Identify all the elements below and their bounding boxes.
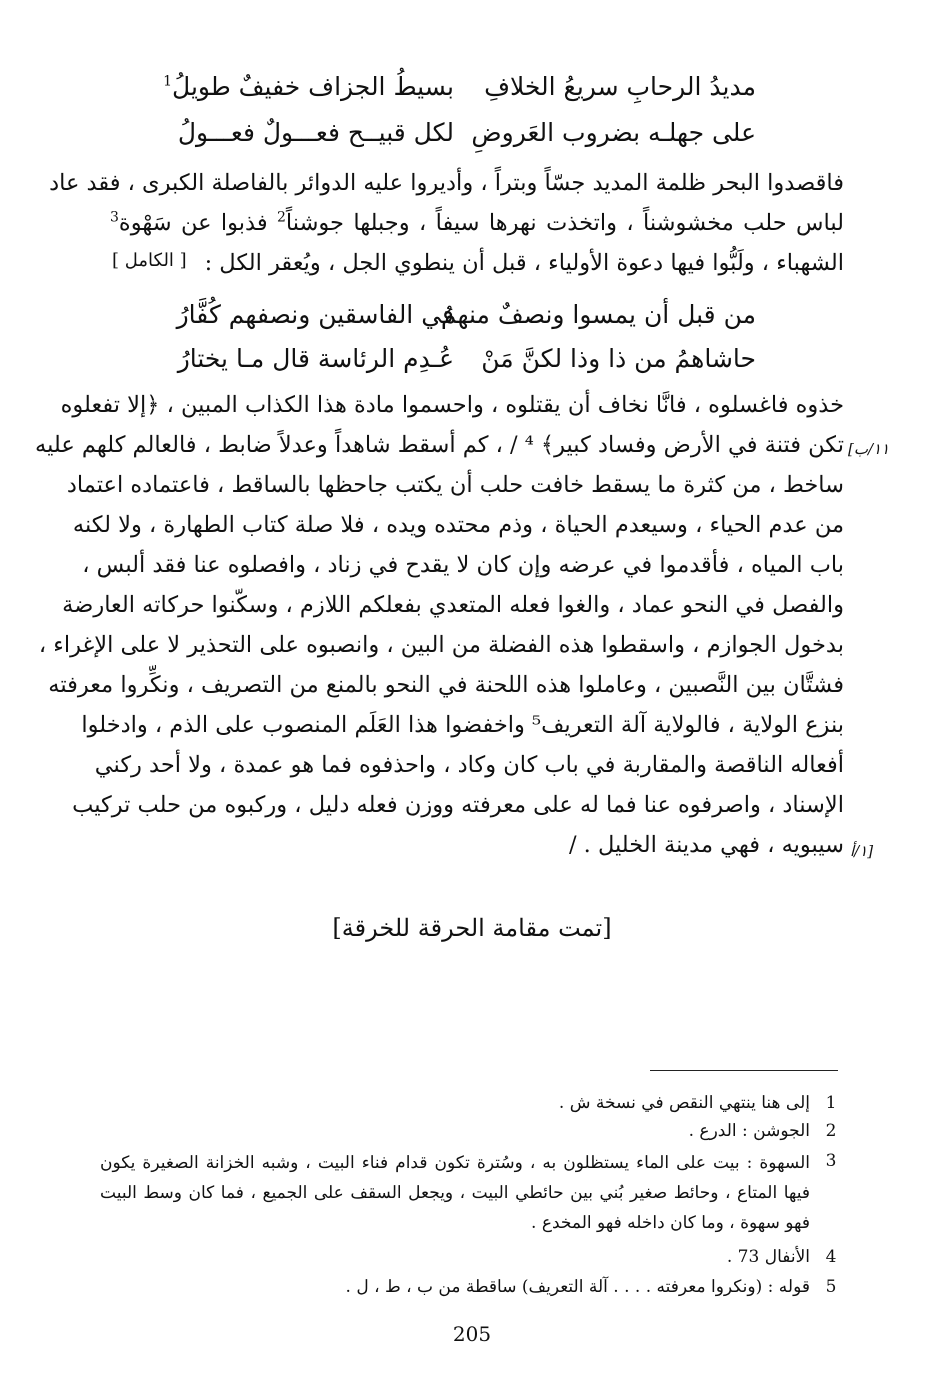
verse-4-right: حاشاهمُ من ذا وذا لكنَّ مَنْ — [481, 344, 756, 373]
prose-b-line-10: أفعاله الناقصة والمقاربة في باب كان وكاد ، واحذفوه فما هو عمدة ، ولا أحد ركني — [94, 752, 844, 778]
footnote-number: 3 — [825, 1151, 837, 1171]
prose-b-line-1: خذوه فاغسلوه ، فانَّا نخاف أن يقتلوه ، واحسموا مادة هذا الكذاب المبين ، ﴿إلا تفعلوه — [60, 392, 844, 418]
footnote-3 — [100, 1148, 840, 1234]
margin-note-folio-1a: [١/أ — [850, 842, 874, 860]
footnote-number: 2 — [825, 1121, 837, 1141]
verse-1-left: بسيطُ الجزاف خفيفٌ طويلُ$^1$ — [163, 72, 454, 101]
margin-note-folio-11b: ١١/ب] — [848, 440, 890, 458]
footnote-number: 4 — [825, 1247, 837, 1267]
page-number: 205 — [452, 1322, 492, 1346]
prose-b-line-7: بدخول الجوازم ، واسقطوا هذه الفضلة من البين ، وانصبوه على التحذير لا على الإغراء ، — [38, 632, 844, 658]
prose-b-line-9: بنزع الولاية ، فالولاية آلة التعريف⁵ واخفضوا هذا العَلَم المنصوب على الذم ، وادخلوا — [81, 712, 844, 738]
footnote-ref-1: 1 — [163, 73, 173, 90]
footnote-separator — [650, 1070, 838, 1071]
meter-label: [ الكامل ] — [112, 250, 187, 271]
verse-2-right: على جهلـه بضروب العَروضِ — [471, 118, 756, 147]
verse-3-left: في الفاسقين ونصفهم كُفَّارُ — [176, 300, 454, 329]
prose-a-line-3: الشهباء ، ولَبُّوا فيها دعوة الأولياء ، قبل أن ينطوي الجل ، ويُعقر الكل : — [204, 250, 844, 276]
footnote-number: 5 — [825, 1277, 837, 1297]
footnote-number: 1 — [825, 1093, 837, 1113]
footnote-text: إلى هنا ينتهي النقص في نسخة ش . — [558, 1093, 810, 1113]
prose-b-line-5: باب المياه ، فأقدموا في عرضه وإن كان لا يقدح في زناد ، وافصلوه عنا فقد ألبس ، — [82, 552, 844, 578]
prose-a-line-2: لباس حلب مخشوشناً ، واتخذت نهرها سيفاً ، وجبلها جوشناً$^2$ فذبوا عن سَهْوة$^3$ — [110, 209, 844, 236]
footnote-text: الجوشن : الدرع . — [688, 1121, 810, 1141]
footnote-5 — [100, 1274, 840, 1300]
footnote-1 — [100, 1090, 840, 1116]
prose-b-line-3: ساخط ، من كثرة ما يسقط خافت حلب أن يكتب جاحظها بالساقط ، فاعتماده اعتماد — [66, 472, 844, 498]
footnote-text: الأنفال 73 . — [726, 1247, 810, 1267]
footnote-text: قوله : (ونكروا معرفته . . . . آلة التعريف) ساقطة من ب ، ط ، ل . — [345, 1277, 810, 1297]
closing-line: [تمت مقامة الحرقة للخرقة] — [332, 914, 612, 942]
prose-b-line-12: سيبويه ، فهي مدينة الخليل . / — [568, 832, 844, 858]
verse-1-right: مديدُ الرحابِ سريعُ الخلافِ — [484, 72, 756, 101]
footnote-text: السهوة : بيت على الماء يستظلون به ، وسُترة تكون قدام فناء البيت ، وشبه الخزانة الصغيرة يكون فيها المتاع ، وحائط صغير بُني بين حائطي البيت ، ويجعل السقف على الجميع ، فما كان وسط البيت فهو سهوة ، وما كان داخله فهو المخدع . — [100, 1153, 810, 1233]
prose-a-line-1: فاقصدوا البحر ظلمة المديد جسّاً وبتراً ، وأديروا عليه الدوائر بالفاصلة الكبرى ، فقد عاد — [49, 170, 844, 196]
footnote-4 — [100, 1244, 840, 1270]
prose-b-line-6: والفصل في النحو عماد ، والغوا فعله المتعدي بفعلكم اللازم ، وسكّنوا حركاته العارضة — [62, 592, 844, 618]
prose-b-line-2: تكن فتنة في الأرض وفساد كبير﴾ ⁴ / ، كم أسقط شاهداً وعدلاً ضابط ، فالعالم كلهم عليه — [35, 432, 844, 458]
footnote-ref-3: 3 — [110, 209, 119, 226]
footnote-2 — [100, 1118, 840, 1144]
footnote-ref-2: 2 — [277, 209, 286, 226]
prose-b-line-4: من عدم الحياء ، وسيعدم الحياة ، وذم محتده ويده ، فلا صلة كتاب الطهارة ، ولا لكنه — [72, 512, 844, 538]
prose-b-line-11: الإسناد ، واصرفوه عنا فما له على معرفته ووزن فعله دليل ، وركبوه من حلب تركيب — [72, 792, 844, 818]
prose-b-line-8: فشتَّان بين النَّصبين ، وعاملوا هذه اللحنة في النحو بالمنع من التصريف ، ونكِّروا معرفته — [48, 672, 844, 698]
verse-2-left: لكل قبيــح فعـــولٌ فعـــولُ — [177, 118, 454, 147]
verse-3-right: من قبل أن يمسوا ونصفٌ منهمُ — [440, 300, 756, 329]
verse-4-left: عُـدِم الرئاسة قال مـا يختارُ — [177, 344, 454, 373]
